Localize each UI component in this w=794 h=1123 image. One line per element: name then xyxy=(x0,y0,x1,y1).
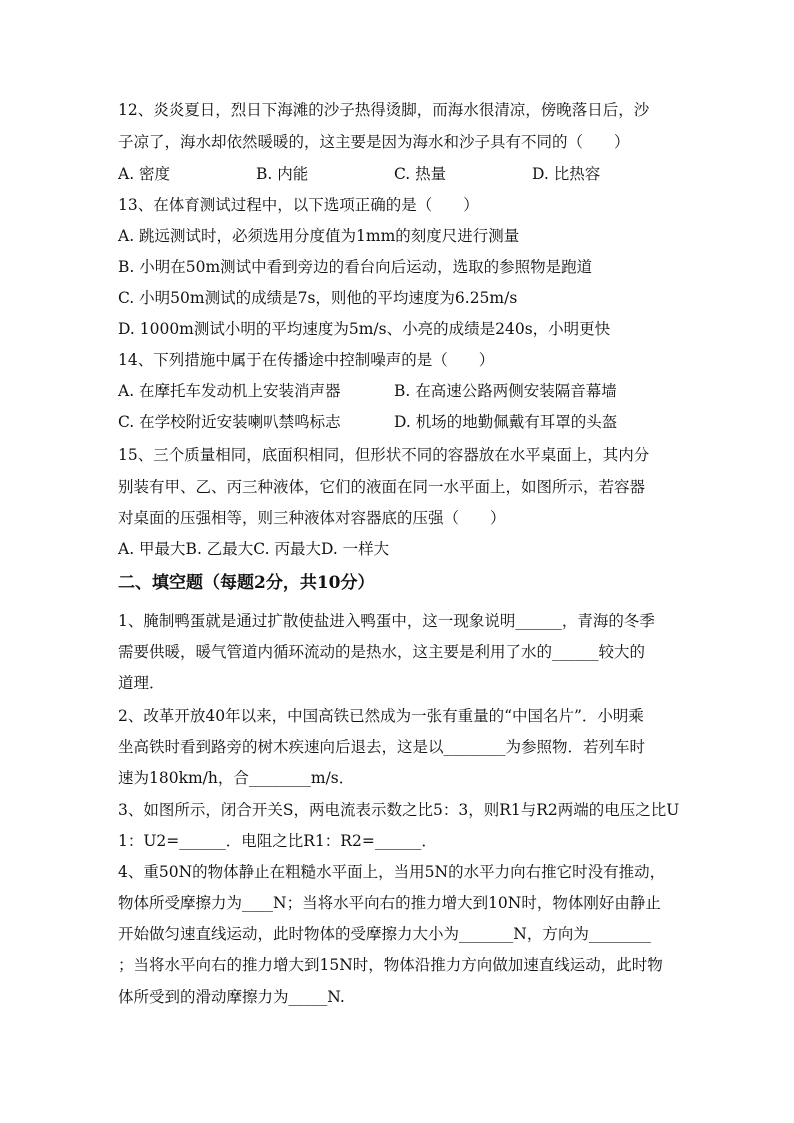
f2-line1: 2、改革开放40年以来，中国高铁已然成为一张有重量的“中国名片”．小明乘 xyxy=(118,707,644,725)
q12-stem-line2: 子凉了，海水却依然暖暖的，这主要是因为海水和沙子具有不同的（ ） xyxy=(118,133,630,151)
q14-option-a: A. 在摩托车发动机上安装消声器 xyxy=(118,382,341,400)
q15-options: A. 甲最大B. 乙最大C. 丙最大D. 一样大 xyxy=(118,540,390,558)
f4-line2: 物体所受摩擦力为____N；当将水平向右的推力增大到10N时，物体刚好由静止 xyxy=(118,894,661,912)
q12-option-d: D. 比热容 xyxy=(532,165,601,183)
q15-stem-line2: 别装有甲、乙、丙三种液体，它们的液面在同一水平面上，如图所示，若容器 xyxy=(118,478,646,496)
q13-option-a: A. 跳远测试时，必须选用分度值为1mm的刻度尺进行测量 xyxy=(118,227,520,245)
q13-option-c: C. 小明50m测试的成绩是7s，则他的平均速度为6.25m/s xyxy=(118,289,518,307)
q15-stem-line1: 15、三个质量相同，底面积相同，但形状不同的容器放在水平桌面上，其内分 xyxy=(118,446,650,464)
q14-option-c: C. 在学校附近安装喇叭禁鸣标志 xyxy=(118,413,341,431)
f1-line1: 1、腌制鸭蛋就是通过扩散使盐进入鸭蛋中，这一现象说明______，青海的冬季 xyxy=(118,612,655,630)
q14-stem: 14、下列措施中属于在传播途中控制噪声的是（ ） xyxy=(118,351,495,369)
f4-line5: 体所受到的滑动摩擦力为_____N. xyxy=(118,988,345,1006)
q15-stem-line3: 对桌面的压强相等，则三种液体对容器底的压强（ ） xyxy=(118,509,506,527)
q13-option-d: D. 1000m测试小明的平均速度为5m/s、小亮的成绩是240s，小明更快 xyxy=(118,320,611,338)
f1-line3: 道理． xyxy=(118,674,165,692)
q13-stem: 13、在体育测试过程中，以下选项正确的是（ ） xyxy=(118,196,479,214)
f2-line3: 速为180km/h，合________m/s． xyxy=(118,769,355,787)
f3-line2: 1：U2=______．电阻之比R1：R2=______． xyxy=(118,832,437,850)
f4-line4: ；当将水平向右的推力增大到15N时，物体沿推力方向做加速直线运动，此时物 xyxy=(118,956,663,974)
f1-line2: 需要供暖，暖气管道内循环流动的是热水，这主要是利用了水的______较大的 xyxy=(118,643,646,661)
f2-line2: 坐高铁时看到路旁的树木疾速向后退去，这是以________为参照物．若列车时 xyxy=(118,738,646,756)
f4-line1: 4、重50N的物体静止在粗糙水平面上，当用5N的水平力向右推它时没有推动， xyxy=(118,863,666,881)
q14-option-b: B. 在高速公路两侧安装隔音幕墙 xyxy=(394,382,617,400)
section-heading: 二、填空题（每题2分，共10分） xyxy=(118,573,375,593)
q12-stem-line1: 12、炎炎夏日，烈日下海滩的沙子热得烫脚，而海水很清凉，傍晚落日后，沙 xyxy=(118,101,650,119)
q12-option-a: A. 密度 xyxy=(118,165,171,183)
f3-line1: 3、如图所示，闭合开关S，两电流表示数之比5：3，则R1与R2两端的电压之比U xyxy=(118,801,680,819)
f4-line3: 开始做匀速直线运动，此时物体的受摩擦力大小为_______N，方向为________ xyxy=(118,925,651,943)
q12-option-b: B. 内能 xyxy=(256,165,309,183)
q12-option-c: C. 热量 xyxy=(394,165,447,183)
q13-option-b: B. 小明在50m测试中看到旁边的看台向后运动，选取的参照物是跑道 xyxy=(118,258,593,276)
q14-option-d: D. 机场的地勤佩戴有耳罩的头盔 xyxy=(394,413,618,431)
